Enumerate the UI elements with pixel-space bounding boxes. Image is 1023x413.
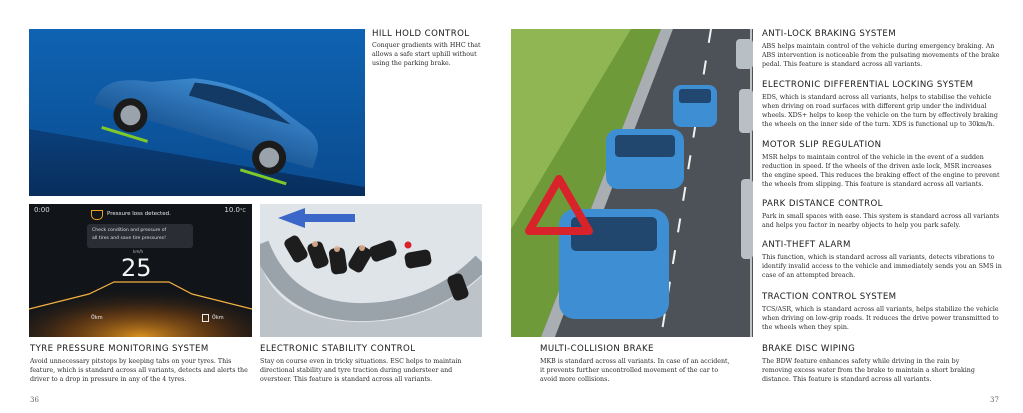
odo-left-unit: km: [94, 315, 103, 321]
bdw-body: The BDW feature enhances safety while driving in the rain by removing excess water from the brake to maintain a short braking distance. This feature is standard across all variants.: [762, 358, 975, 383]
edl-body: EDS, which is standard across all variants, helps to stabilise the vehicle when driving on road surfaces with different grip under the individual wheels. XDS+ helps to keep the vehicle on the turn by effectively braking the wheels on the inner side of the turn. XDS is functional up to 30km/h.: [762, 94, 998, 128]
tcs-body: TCS/ASR, which is standard across all variants, helps stabilize the vehicle when driving on low-grip roads. It reduces the drive power transmitted to the wheels when they spin.: [762, 306, 999, 331]
msr-title: MOTOR SLIP REGULATION: [762, 140, 882, 150]
pdc-body: Park in small spaces with ease. This system is standard across all variants and helps you factor in nearby objects to help you park safely.: [762, 213, 1000, 229]
cluster-temp-unit: °C: [240, 208, 246, 214]
cluster-temp: [224, 206, 246, 214]
cluster-temp-value: 10.0: [224, 206, 240, 214]
abs-body: ABS helps maintain control of the vehicle during emergency braking. An ABS intervention is noticeable from the pulsating movements of the brake pedal. This feature is standard across all variants.: [762, 43, 1000, 68]
hill-hold-image: [29, 29, 365, 196]
esc-title: ELECTRONIC STABILITY CONTROL: [260, 344, 416, 354]
tcs-title: TRACTION CONTROL SYSTEM: [762, 292, 897, 302]
tpms-body: Avoid unnecessary pitstops by keeping tabs on your tyres. This feature, which is standard across all variants, detects and alerts the driver to a drop in pressure in any of the 4 tyres.: [30, 358, 248, 383]
page-number-left: 36: [30, 396, 39, 404]
fuel-pump-icon: [202, 314, 209, 322]
cluster-warning-line2: all tires and save tire pressures!: [92, 236, 166, 241]
mkb-body: MKB is standard across all variants. In case of an accident, it prevents further uncontrolled movement of the car to avoid more collisions.: [540, 358, 730, 383]
abs-title: ANTI-LOCK BRAKING SYSTEM: [762, 29, 897, 39]
hill-hold-title: HILL HOLD CONTROL: [372, 29, 470, 39]
ata-title: ANTI-THEFT ALARM: [762, 240, 851, 250]
page-number-right: 37: [990, 396, 999, 404]
odo-right-unit: km: [215, 315, 224, 321]
esc-body: Stay on course even in tricky situations. ESC helps to maintain directional stability and tyre traction during understeer and oversteer. This feature is standard across all variants.: [260, 358, 462, 383]
tpms-warning-icon: [91, 210, 103, 220]
esc-image: [260, 204, 482, 337]
ata-body: This function, which is standard across all variants, detects vibrations to identify invalid access to the vehicle and immediately sends you an SMS in case of an attempted breach.: [762, 254, 1002, 279]
hill-hold-body: Conquer gradients with HHC that allows a safe start uphill without using the parking brake.: [372, 42, 481, 67]
cluster-warning-line1: Check condition and pressure of: [92, 228, 167, 233]
cluster-speed-unit: km/h: [133, 249, 144, 254]
cluster-speed: 25: [121, 254, 152, 282]
mkb-image: [511, 29, 753, 337]
pdc-title: PARK DISTANCE CONTROL: [762, 199, 883, 209]
odo-left-value: 0: [91, 314, 95, 321]
msr-body: MSR helps to maintain control of the vehicle in the event of a sudden reduction in speed. If the wheels of the driven axle lock, MSR increases the engine speed. This reduces the braking effect of the engine to prevent the wheels from slipping. This feature is standard across all variants.: [762, 154, 1000, 188]
bdw-title: BRAKE DISC WIPING: [762, 344, 856, 354]
mkb-title: MULTI-COLLISION BRAKE: [540, 344, 654, 354]
cluster-time: 0:00: [34, 206, 50, 214]
cluster-odo-right: [212, 314, 224, 321]
tpms-cluster-image: [29, 204, 252, 337]
tpms-title: TYRE PRESSURE MONITORING SYSTEM: [30, 344, 209, 354]
cluster-warning-title: Pressure loss detected.: [107, 211, 171, 217]
edl-title: ELECTRONIC DIFFERENTIAL LOCKING SYSTEM: [762, 80, 974, 90]
odo-right-value: 0: [212, 314, 216, 321]
cluster-odo-left: [91, 314, 103, 321]
